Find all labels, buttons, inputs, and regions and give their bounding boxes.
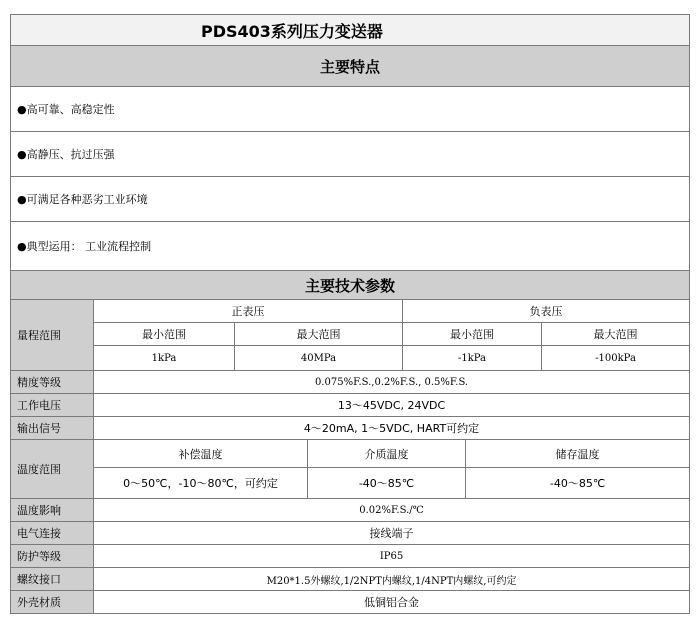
output-value: 4～20mA, 1～5VDC, HART可约定 [94,417,690,440]
feature-item: ●高静压、抗过压强 [11,132,690,177]
temp-effect-label: 温度影响 [11,499,94,522]
medium-temp-header: 介质温度 [308,440,466,468]
storage-temp-value: -40～85℃ [466,468,690,499]
housing-value: 低铜铝合金 [94,591,690,614]
negative-gauge-header: 负表压 [403,300,690,323]
comp-temp-header: 补偿温度 [94,440,308,468]
positive-gauge-header: 正表压 [94,300,403,323]
medium-temp-value: -40～85℃ [308,468,466,499]
accuracy-value: 0.075%F.S.,0.2%F.S., 0.5%F.S. [94,371,690,394]
pos-max-header: 最大范围 [235,323,403,346]
protection-label: 防护等级 [11,545,94,568]
feature-item: ●高可靠、高稳定性 [11,87,690,132]
storage-temp-header: 储存温度 [466,440,690,468]
pos-min-value: 1kPa [94,346,235,371]
thread-label: 螺纹接口 [11,568,94,591]
range-label: 量程范围 [11,300,94,371]
thread-value: M20*1.5外螺纹,1/2NPT内螺纹,1/4NPT内螺纹,可约定 [94,568,690,591]
pos-min-header: 最小范围 [94,323,235,346]
voltage-value: 13～45VDC, 24VDC [94,394,690,417]
voltage-label: 工作电压 [11,394,94,417]
neg-min-value: -1kPa [403,346,542,371]
pos-max-value: 40MPa [235,346,403,371]
params-heading: 主要技术参数 [11,271,690,300]
accuracy-label: 精度等级 [11,371,94,394]
protection-value: IP65 [94,545,690,568]
page-title: PDS403系列压力变送器 [11,15,690,46]
output-label: 输出信号 [11,417,94,440]
neg-min-header: 最小范围 [403,323,542,346]
feature-item: ●典型运用： 工业流程控制 [11,222,690,271]
neg-max-header: 最大范围 [542,323,690,346]
features-heading: 主要特点 [11,46,690,87]
electrical-label: 电气连接 [11,522,94,545]
temp-effect-value: 0.02%F.S./℃ [94,499,690,522]
spec-table [10,14,690,614]
neg-max-value: -100kPa [542,346,690,371]
feature-item: ●可满足各种恶劣工业环境 [11,177,690,222]
electrical-value: 接线端子 [94,522,690,545]
temperature-label: 温度范围 [11,440,94,499]
comp-temp-value: 0～50℃，-10～80℃，可约定 [94,468,308,499]
housing-label: 外壳材质 [11,591,94,614]
